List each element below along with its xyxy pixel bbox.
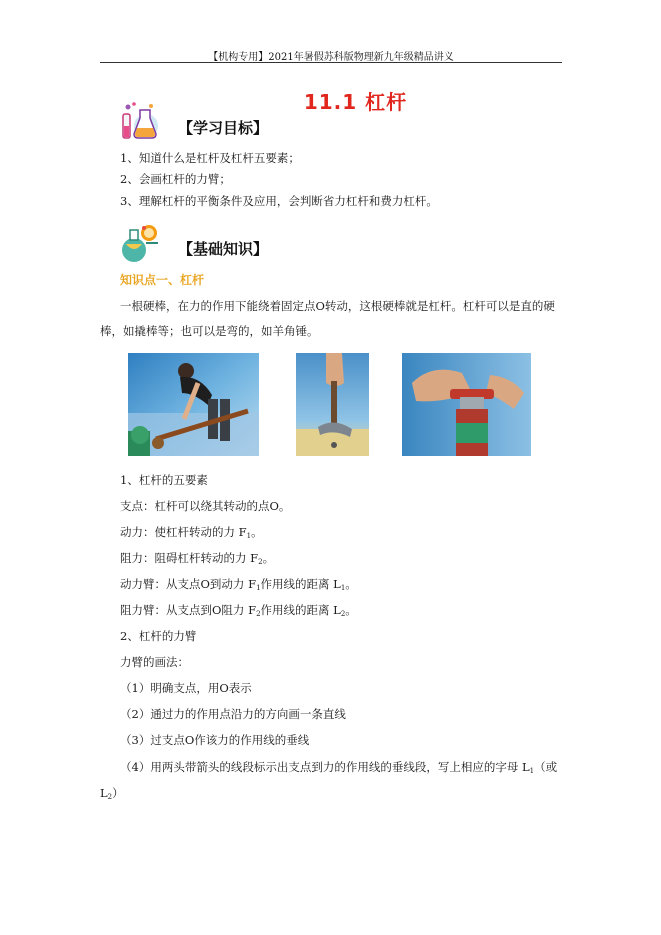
page-title: 11.1 杠杆 (303, 90, 408, 114)
def-fulcrum: 支点：杠杆可以绕其转动的点O。 (120, 499, 291, 513)
intro-line-1: 一根硬棒，在力的作用下能绕着固定点O转动，这根硬棒就是杠杆。杠杆可以是直的硬 (120, 299, 555, 313)
intro-line-2: 棒，如撬棒等；也可以是弯的，如羊角锤。 (100, 324, 319, 338)
def-effort: 动力：使杠杆转动的力 $F_1$。 (120, 525, 263, 540)
page-header: 【机构专用】2021年暑假苏科版物理新九年级精品讲义 (208, 52, 454, 63)
def-resistance: 阻力：阻碍杠杆转动的力 $F_2$。 (120, 551, 275, 566)
method-title: 力臂的画法： (120, 655, 189, 669)
goal-item-2: 2、会画杠杆的力臂； (120, 172, 231, 186)
method-step-2: （2）通过力的作用点沿力的方向画一条直线 (120, 707, 346, 721)
knowledge-point-title: 知识点一、杠杆 (120, 273, 205, 287)
five-elements-title: 1、杠杆的五要素 (120, 473, 208, 487)
claw-hammer-photo (296, 353, 369, 456)
lab-flask-icon (118, 100, 160, 142)
balance-flask-icon (118, 222, 162, 264)
section-heading-goals: 【学习目标】 (178, 119, 269, 137)
crowbar-photo (128, 353, 259, 456)
method-step-1: （1）明确支点，用O表示 (120, 681, 252, 695)
section-heading-basics: 【基础知识】 (178, 240, 269, 258)
lever-arm-title: 2、杠杆的力臂 (120, 629, 197, 643)
def-resistance-arm: 阻力臂：从支点到O阻力 $F_2$作用线的距离 $L_2$。 (120, 603, 357, 618)
method-step-3: （3）过支点O作该力的作用线的垂线 (120, 733, 310, 747)
bottle-opener-photo (402, 353, 531, 456)
goal-item-1: 1、知道什么是杠杆及杠杆五要素； (120, 151, 300, 165)
goal-item-3: 3、理解杠杆的平衡条件及应用，会判断省力杠杆和费力杠杆。 (120, 194, 438, 208)
method-step-4: （4）用两头带箭头的线段标示出支点到力的作用线的垂线段，写上相应的字母 $L_1$（或 (120, 760, 558, 775)
method-step-4-cont: $L_2$） (100, 786, 124, 801)
def-effort-arm: 动力臂：从支点O到动力 $F_1$作用线的距离 $L_1$。 (120, 577, 357, 592)
header-rule (100, 62, 562, 63)
